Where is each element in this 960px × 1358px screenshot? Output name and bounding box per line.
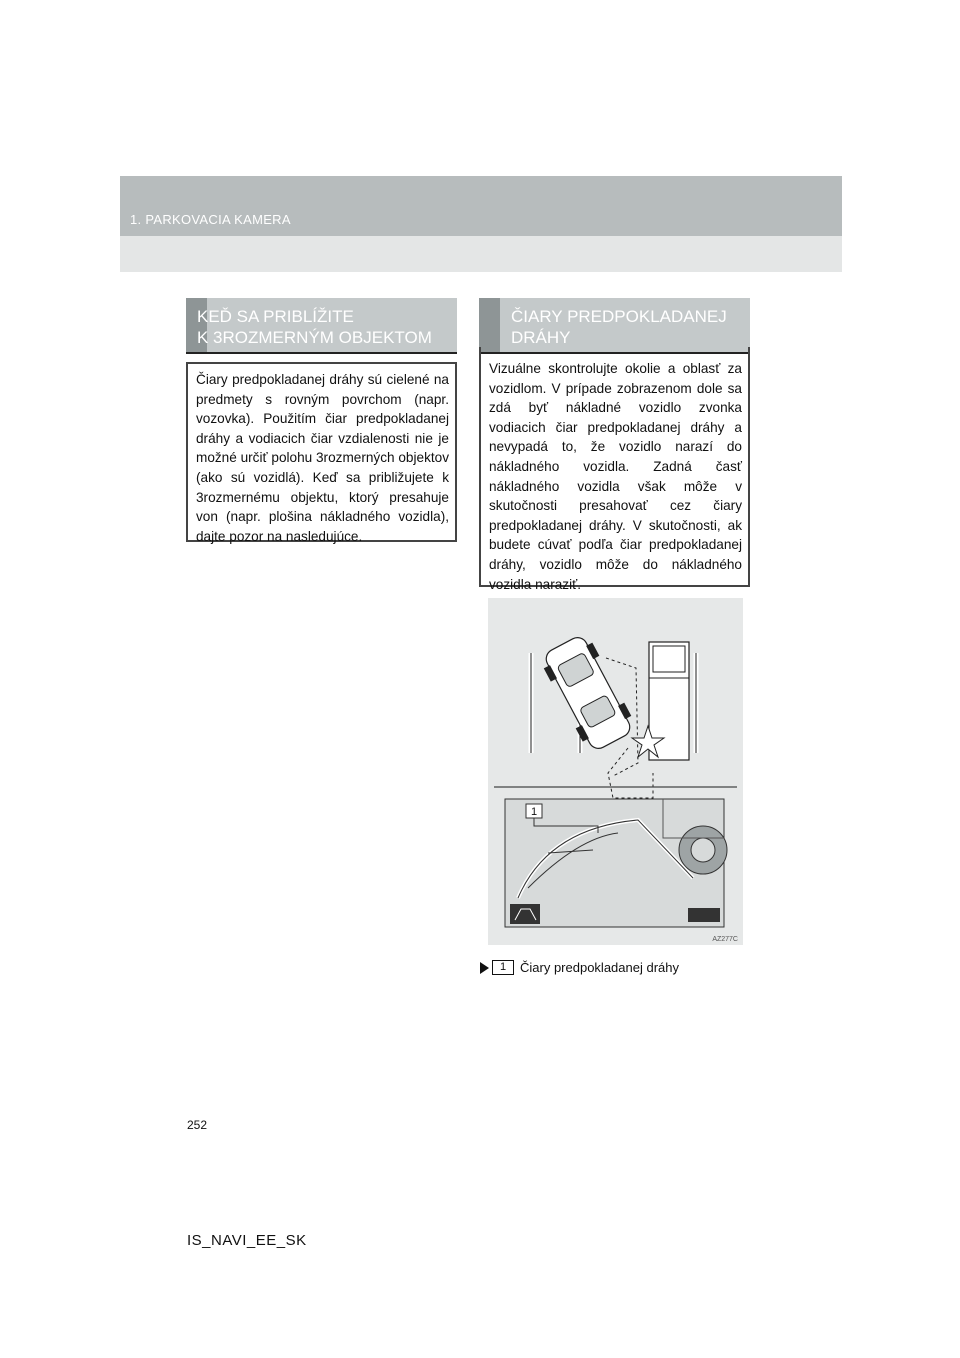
caption-text: Čiary predpokladanej dráhy xyxy=(520,960,679,975)
figure-caption xyxy=(480,960,679,975)
triangle-bullet-icon xyxy=(480,962,489,974)
header-band xyxy=(120,176,842,236)
page-number: 252 xyxy=(187,1118,208,1132)
top-view xyxy=(531,632,696,798)
left-heading-line1: KEĎ SA PRIBLÍŽITE xyxy=(197,307,354,326)
caption-number: 1 xyxy=(492,960,514,975)
right-heading-line1: ČIARY PREDPOKLADANEJ xyxy=(511,307,727,326)
chapter-title: 1. PARKOVACIA KAMERA xyxy=(130,212,291,227)
parking-illustration xyxy=(488,598,743,945)
right-section-heading xyxy=(479,298,750,354)
heading-tab xyxy=(479,298,500,352)
left-section-heading xyxy=(186,298,457,354)
callout-number: 1 xyxy=(530,806,538,818)
parking-diagram xyxy=(488,598,743,945)
document-code: IS_NAVI_EE_SK xyxy=(187,1232,307,1249)
left-section-body: Čiary predpokladanej dráhy sú cielené na predmety s rovným povrchom (napr. vozovka). Použitím čiar predpokladanej dráhy a vodiacich čiar vzdialenosti nie je možné určiť polohu 3rozmerných objektov (ako sú vozidlá). Keď sa približujete k 3rozmernému objektu, ktorý presahuje von (napr. plošina nákladného vozidla), dajte pozor na nasledujúce. xyxy=(186,362,457,542)
right-heading-line2: DRÁHY xyxy=(511,328,571,347)
figure-code: AZ277C xyxy=(712,936,738,943)
header-subband xyxy=(120,236,842,272)
camera-view xyxy=(505,799,727,927)
left-heading-line2: K 3ROZMERNÝM OBJEKTOM xyxy=(197,328,432,347)
right-section-body: Vizuálne skontrolujte okolie a oblasť za vozidlom. V prípade zobrazenom dole sa zdá byť nákladné vozidlo zvonka vodiacich čiar predpokladanej dráhy a nevypadá to, že vozidlo narazí do nákladného vozidla. Zadná časť nákladného vozidla však môže v skutočnosti presahovať cez čiary predpokladanej dráhy. V skutočnosti, ak budete cúvať podľa čiar predpokladanej dráhy, vozidlo môže do nákladného vozidla naraziť. xyxy=(479,347,750,587)
